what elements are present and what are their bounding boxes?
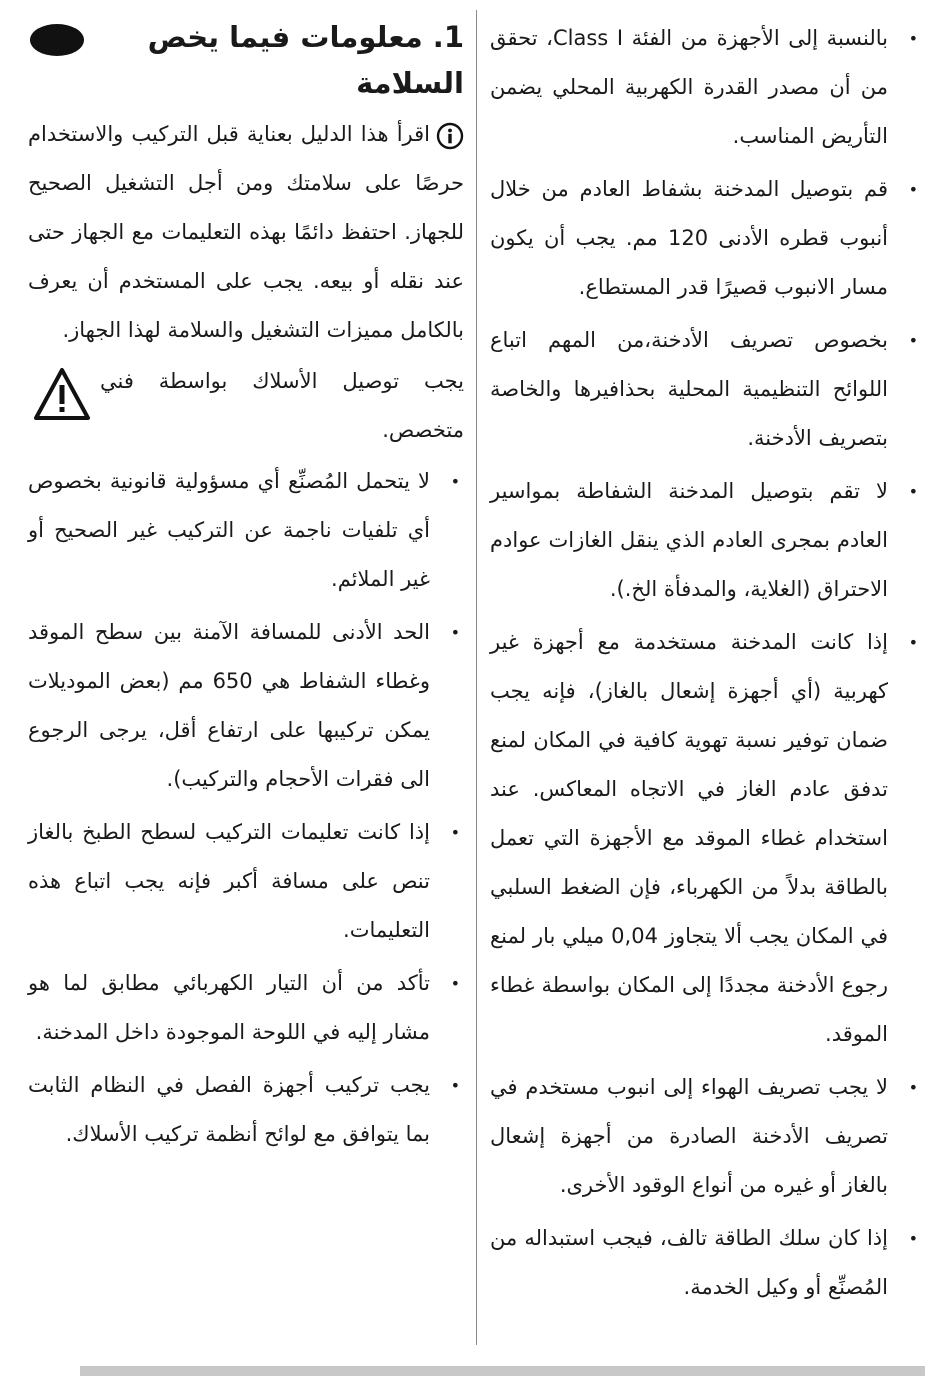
list-item [28,808,464,955]
bullet-text: إذا كان سلك الطاقة تالف، فيجب استبداله من المُصنِّع أو وكيل الخدمة. [490,1226,888,1299]
bullet-dot: • [450,823,460,842]
bullet-text: لا يجب تصريف الهواء إلى انبوب مستخدم في تصريف الأدخنة الصادرة من أجهزة إشعال بالغاز أو غيره من أنواع الوقود الأخرى. [490,1075,888,1197]
right-bullet-list [490,14,922,1312]
right-column [490,14,922,1316]
bullet-text: لا تقم بتوصيل المدخنة الشفاطة بمواسير العادم بمجرى العادم الذي ينقل الغازات عوادم الاحتراق (الغلاية، والمدفأة الخ.). [490,479,888,601]
bullet-dot: • [908,482,918,501]
warning-paragraph [28,357,464,455]
list-item [490,165,922,312]
bullet-dot: • [450,472,460,491]
bullet-dot: • [908,633,918,652]
bullet-text: تأكد من أن التيار الكهربائي مطابق لما هو مشار إليه في اللوحة الموجودة داخل المدخنة. [28,971,430,1044]
bullet-text: إذا كانت المدخنة مستخدمة مع أجهزة غير كهربية (أي أجهزة إشعال بالغاز)، فإنه يجب ضمان توفير نسبة تهوية كافية في المكان لمنع تدفق عادم الغاز في الاتجاه المعاكس. عند استخدام غطاء الموقد مع الأجهزة التي تعمل بالطاقة بدلاً من الكهرباء، فإن الضغط السلبي في المكان يجب ألا يتجاوز 0,04 ميلي بار لمنع رجوع الأدخنة مجددًا إلى المكان بواسطة غطاء الموقد. [490,630,888,1046]
warning-triangle-icon [32,365,92,425]
list-item [490,316,922,463]
info-paragraph-text: اقرأ هذا الدليل بعناية قبل التركيب والاستخدام حرصًا على سلامتك ومن أجل التشغيل الصحيح للجهاز. احتفظ دائمًا بهذه التعليمات مع الجهاز حتى عند نقله أو بيعه. يجب على المستخدم أن يعرف بالكامل مميزات التشغيل والسلامة لهذا الجهاز. [28,122,464,342]
list-item [490,14,922,161]
bullet-text: الحد الأدنى للمسافة الآمنة بين سطح الموقد وغطاء الشفاط هي 650 مم (بعض الموديلات يمكن تركيبها على ارتفاع أقل، يرجى الرجوع الى فقرات الأحجام والتركيب). [28,620,430,791]
info-icon [436,122,464,150]
language-tab-oval-icon [30,24,84,56]
section-heading [28,14,464,106]
warning-paragraph-text: يجب توصيل الأسلاك بواسطة فني متخصص. [100,369,464,442]
bullet-dot: • [450,974,460,993]
bullet-dot: • [908,1229,918,1248]
bullet-text: لا يتحمل المُصنِّع أي مسؤولية قانونية بخصوص أي تلفيات ناجمة عن التركيب غير الصحيح أو غير الملائم. [28,469,430,591]
bullet-text: قم بتوصيل المدخنة بشفاط العادم من خلال أنبوب قطره الأدنى 120 مم. يجب أن يكون مسار الانبوب قصيرًا قدر المستطاع. [490,177,889,299]
bullet-dot: • [908,1078,918,1097]
left-column [28,14,464,1163]
bullet-text: إذا كانت تعليمات التركيب لسطح الطبخ بالغاز تنص على مسافة أكبر فإنه يجب اتباع هذه التعليمات. [28,820,430,942]
bullet-text: بخصوص تصريف الأدخنة،من المهم اتباع اللوائح التنظيمية المحلية بحذافيرها والخاصة بتصريف الأدخنة. [490,328,888,450]
column-divider [476,10,477,1345]
bullet-dot: • [450,1076,460,1095]
bullet-dot: • [908,180,918,199]
bullet-dot: • [908,331,918,350]
bullet-text: يجب تركيب أجهزة الفصل في النظام الثابت بما يتوافق مع لوائح أنظمة تركيب الأسلاك. [28,1073,430,1146]
bullet-text: بالنسبة إلى الأجهزة من الفئة Class I، تحقق من أن مصدر القدرة الكهربية المحلي يضمن التأريض المناسب. [490,26,888,148]
heading-line-1: 1. معلومات فيما يخص [147,20,464,54]
bullet-dot: • [450,623,460,642]
left-bullet-list [28,457,464,1159]
heading-line-2: السلامة [356,66,464,100]
footer-bar [80,1366,925,1376]
list-item [490,1063,922,1210]
list-item [490,618,922,1059]
list-item [28,1061,464,1159]
list-item [490,467,922,614]
bullet-dot: • [908,29,918,48]
list-item [28,457,464,604]
section-heading-row [28,14,464,106]
list-item [490,1214,922,1312]
list-item [28,608,464,804]
info-paragraph [28,110,464,355]
list-item [28,959,464,1057]
